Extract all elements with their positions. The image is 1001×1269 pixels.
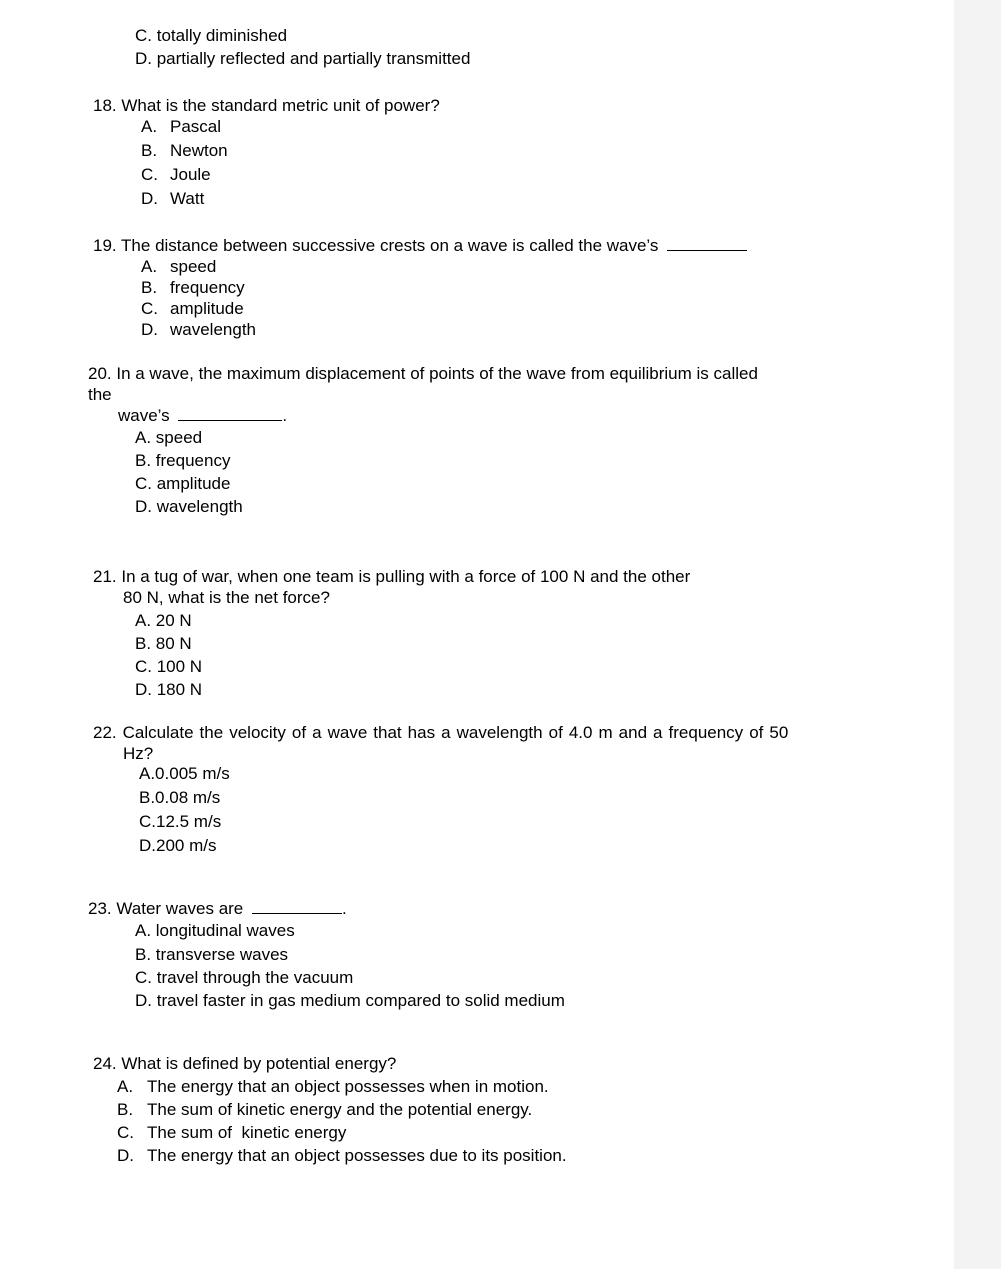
q21-option-b: B. 80 N bbox=[135, 634, 192, 653]
q22-question-line1: 22. Calculate the velocity of a wave that has a wavelength of 4.0 m and a frequency of 50 bbox=[93, 723, 789, 742]
q20-question-text: wave’s bbox=[118, 406, 170, 425]
q19-question-text: 19. The distance between successive crests on a wave is called the wave’s bbox=[93, 236, 659, 255]
q18-option-c-text: Joule bbox=[170, 165, 211, 184]
q24-option-b-text: The sum of kinetic energy and the potential energy. bbox=[147, 1100, 533, 1119]
q22-option-a: A.0.005 m/s bbox=[139, 764, 230, 783]
q18-option-b-text: Newton bbox=[170, 141, 228, 160]
q23-question bbox=[88, 899, 347, 919]
q19-option-d-letter: D. bbox=[141, 320, 158, 339]
q19-option-b-letter: B. bbox=[141, 278, 158, 297]
q18-option-a-text: Pascal bbox=[170, 117, 222, 136]
q19-option-d-text: wavelength bbox=[170, 320, 257, 339]
q19-option-c-text: amplitude bbox=[170, 299, 244, 318]
q20-option-d: D. wavelength bbox=[135, 497, 243, 516]
q18-option-c-letter: C. bbox=[141, 165, 158, 184]
q22-option-d: D.200 m/s bbox=[139, 836, 217, 855]
q24-option-d-text: The energy that an object possesses due to its position. bbox=[147, 1146, 567, 1165]
q23-option-b: B. transverse waves bbox=[135, 945, 289, 964]
q23-period: . bbox=[342, 899, 347, 918]
q20-option-c: C. amplitude bbox=[135, 474, 231, 493]
q17-option-c: C. totally diminished bbox=[135, 26, 288, 45]
q19-answer-blank bbox=[667, 236, 747, 251]
q24-option-a-letter: A. bbox=[117, 1077, 134, 1096]
q22-option-b: B.0.08 m/s bbox=[139, 788, 221, 807]
q24-option-c-text: The sum of kinetic energy bbox=[147, 1123, 347, 1142]
q20-question-line1: 20. In a wave, the maximum displacement of points of the wave from equilibrium is called bbox=[88, 364, 758, 383]
q22-question-line2: Hz? bbox=[123, 744, 154, 763]
q24-option-b-letter: B. bbox=[117, 1100, 134, 1119]
q18-option-a-letter: A. bbox=[141, 117, 158, 136]
q20-question-line3 bbox=[118, 406, 287, 426]
q17-option-d: D. partially reflected and partially transmitted bbox=[135, 49, 471, 68]
q23-question-text: 23. Water waves are bbox=[88, 899, 244, 918]
q21-option-c: C. 100 N bbox=[135, 657, 203, 676]
q19-option-a-letter: A. bbox=[141, 257, 158, 276]
q23-answer-blank bbox=[252, 899, 342, 914]
q23-option-c: C. travel through the vacuum bbox=[135, 968, 354, 987]
q20-answer-blank bbox=[178, 406, 282, 421]
q20-option-a: A. speed bbox=[135, 428, 203, 447]
q22-option-c: C.12.5 m/s bbox=[139, 812, 222, 831]
q20-question-line2: the bbox=[88, 385, 112, 404]
q21-option-d: D. 180 N bbox=[135, 680, 203, 699]
q24-question: 24. What is defined by potential energy? bbox=[93, 1054, 397, 1073]
q24-option-d-letter: D. bbox=[117, 1146, 134, 1165]
q19-option-c-letter: C. bbox=[141, 299, 158, 318]
q18-option-d-letter: D. bbox=[141, 189, 158, 208]
q18-question: 18. What is the standard metric unit of power? bbox=[93, 96, 440, 115]
q19-option-b-text: frequency bbox=[170, 278, 245, 297]
q21-option-a: A. 20 N bbox=[135, 611, 192, 630]
q24-option-c-letter: C. bbox=[117, 1123, 134, 1142]
q20-period: . bbox=[282, 406, 288, 425]
q21-question-line2: 80 N, what is the net force? bbox=[123, 588, 330, 607]
q19-question bbox=[93, 236, 747, 256]
q24-option-a-text: The energy that an object possesses when in motion. bbox=[147, 1077, 549, 1096]
q23-option-a: A. longitudinal waves bbox=[135, 921, 295, 940]
q18-option-d-text: Watt bbox=[170, 189, 205, 208]
q23-option-d: D. travel faster in gas medium compared to solid medium bbox=[135, 991, 565, 1010]
q21-question-line1: 21. In a tug of war, when one team is pulling with a force of 100 N and the other bbox=[93, 567, 691, 586]
comments-sidebar bbox=[954, 0, 1001, 1269]
q20-option-b: B. frequency bbox=[135, 451, 231, 470]
q19-option-a-text: speed bbox=[170, 257, 217, 276]
q18-option-b-letter: B. bbox=[141, 141, 158, 160]
